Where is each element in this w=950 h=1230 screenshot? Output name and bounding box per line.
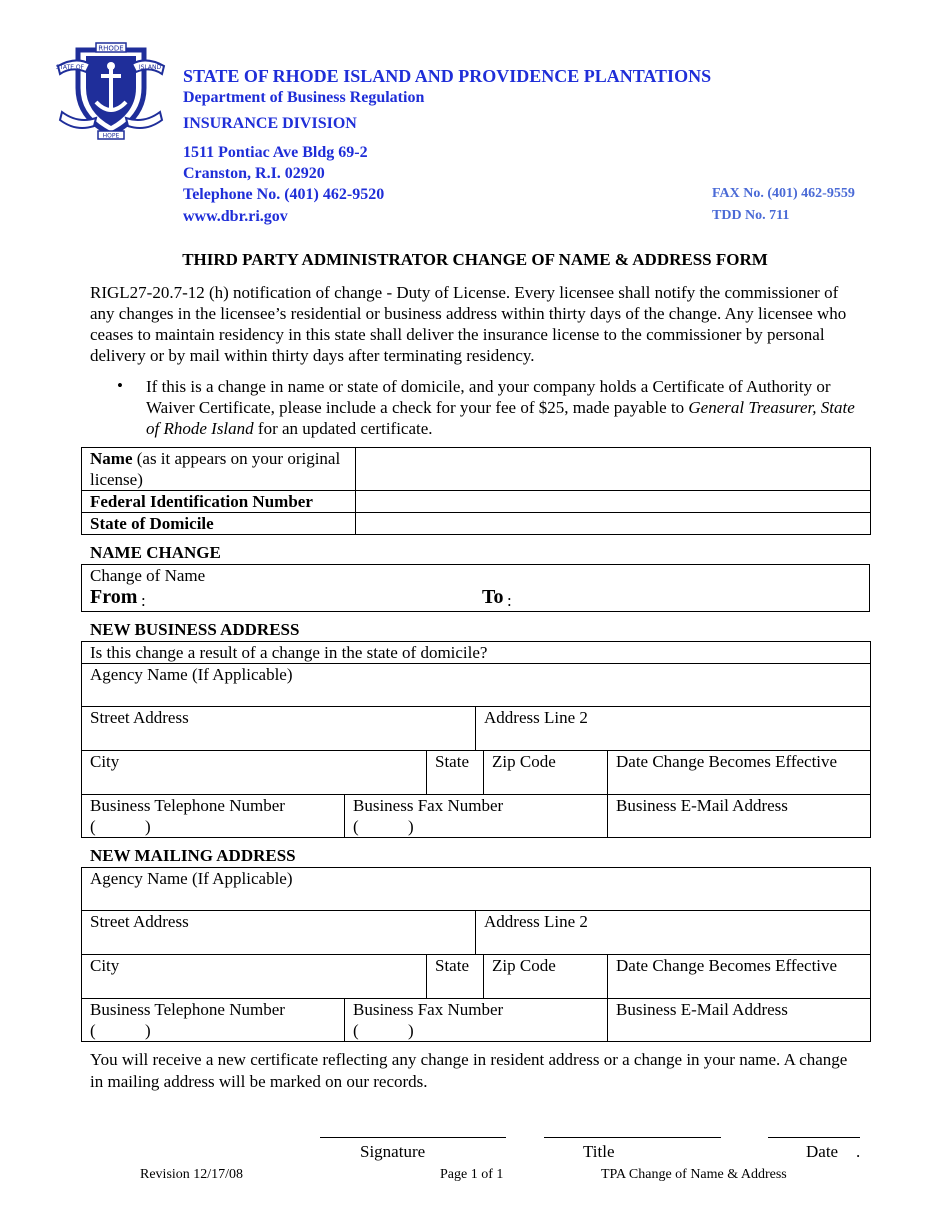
- to-colon: :: [507, 591, 512, 610]
- mailing-agency-label: Agency Name (If Applicable): [90, 869, 293, 888]
- fee-note-part1: If this is a change in name or state of domicile, and your company holds a Certificate of Authority or Waiver Certificate, please include a check for your fee of $25, made payable to: [146, 377, 831, 417]
- name-change-cell[interactable]: [82, 565, 870, 612]
- mailing-email-field[interactable]: [608, 999, 871, 1042]
- business-city-field[interactable]: [82, 751, 427, 795]
- business-street-label: Street Address: [90, 708, 189, 727]
- business-phone-paren-open: (: [90, 817, 96, 836]
- business-address-heading: NEW BUSINESS ADDRESS: [90, 620, 300, 639]
- seal-top-text: RHODE: [98, 44, 124, 53]
- business-agency-name-field[interactable]: [82, 664, 871, 707]
- name-change-table: [81, 564, 870, 612]
- telephone: Telephone No. (401) 462-9520: [183, 186, 385, 203]
- business-city-label: City: [90, 752, 120, 771]
- mailing-phone-paren-open: (: [90, 1021, 96, 1040]
- website-link[interactable]: www.dbr.ri.gov: [183, 208, 288, 225]
- mailing-zip-field[interactable]: [484, 955, 608, 999]
- business-phone-paren-close: ): [145, 817, 151, 836]
- seal-bottom-text: HOPE: [102, 132, 120, 140]
- identity-table: [81, 447, 871, 535]
- fein-label: Federal Identification Number: [90, 492, 313, 511]
- mailing-agency-name-field[interactable]: [82, 868, 871, 911]
- address-line-1: 1511 Pontiac Ave Bldg 69-2: [183, 144, 368, 161]
- mailing-phone-field[interactable]: [82, 999, 345, 1042]
- page-number: Page 1 of 1: [440, 1167, 504, 1182]
- mailing-address-heading: NEW MAILING ADDRESS: [90, 846, 296, 865]
- domicile-field[interactable]: [356, 513, 871, 535]
- change-of-name-label: Change of Name: [90, 566, 206, 585]
- business-effective-date-field[interactable]: [608, 751, 871, 795]
- mailing-state-field[interactable]: [427, 955, 484, 999]
- name-change-heading: NAME CHANGE: [90, 543, 221, 562]
- state-seal-logo: [56, 42, 166, 140]
- business-fax-paren-open: (: [353, 817, 359, 836]
- business-state-label: State: [435, 752, 469, 771]
- mailing-email-label: Business E-Mail Address: [616, 1000, 788, 1019]
- division-name: INSURANCE DIVISION: [183, 115, 357, 132]
- mailing-zip-label: Zip Code: [492, 956, 556, 975]
- fee-note-part2: for an updated certificate.: [253, 419, 433, 438]
- business-state-field[interactable]: [427, 751, 484, 795]
- mailing-fax-paren-open: (: [353, 1021, 359, 1040]
- business-address-table: [81, 641, 871, 838]
- mailing-city-label: City: [90, 956, 120, 975]
- business-phone-field[interactable]: [82, 795, 345, 838]
- certificate-notice: You will receive a new certificate reflecting any change in resident address or a change in your name. A change in mailing address will be marked on our records.: [90, 1050, 848, 1091]
- seal-right-text: ISLAND: [138, 64, 162, 71]
- title-line[interactable]: [544, 1137, 721, 1138]
- business-email-label: Business E-Mail Address: [616, 796, 788, 815]
- mailing-phone-label: Business Telephone Number: [90, 1000, 285, 1019]
- fee-note: [146, 376, 866, 439]
- fee-note-payee: General Treasurer, State of Rhode Island: [146, 398, 855, 438]
- business-fax-paren-close: ): [408, 817, 414, 836]
- revision-date: Revision 12/17/08: [140, 1167, 244, 1182]
- mailing-phone-paren-close: ): [145, 1021, 151, 1040]
- domicile-question: Is this change a result of a change in the state of domicile?: [82, 642, 871, 664]
- business-effective-label: Date Change Becomes Effective: [616, 752, 838, 771]
- business-line2-label: Address Line 2: [484, 708, 588, 727]
- form-title: THIRD PARTY ADMINISTRATOR CHANGE OF NAME & ADDRESS FORM: [182, 250, 768, 269]
- to-label: To: [482, 586, 504, 608]
- fein-field[interactable]: [356, 491, 871, 513]
- name-field[interactable]: [356, 448, 871, 491]
- from-label: From: [90, 586, 138, 608]
- signature-line[interactable]: [320, 1137, 506, 1138]
- date-label: Date: [806, 1142, 839, 1161]
- mailing-city-field[interactable]: [82, 955, 427, 999]
- business-fax-label: Business Fax Number: [353, 796, 504, 815]
- business-zip-field[interactable]: [484, 751, 608, 795]
- name-label-cell: [82, 448, 356, 491]
- business-email-field[interactable]: [608, 795, 871, 838]
- business-street-field[interactable]: [82, 707, 476, 751]
- mailing-fax-label: Business Fax Number: [353, 1000, 504, 1019]
- mailing-fax-paren-close: ): [408, 1021, 414, 1040]
- form-short-name: TPA Change of Name & Address: [601, 1167, 787, 1182]
- mailing-address-table: [81, 867, 871, 1042]
- mailing-fax-field[interactable]: [345, 999, 608, 1042]
- business-fax-field[interactable]: [345, 795, 608, 838]
- mailing-street-label: Street Address: [90, 912, 189, 931]
- date-line[interactable]: [768, 1137, 860, 1138]
- mailing-street-field[interactable]: [82, 911, 476, 955]
- mailing-line2-field[interactable]: [476, 911, 871, 955]
- department-name: Department of Business Regulation: [183, 89, 425, 106]
- bullet-dot-icon: •: [117, 376, 123, 395]
- name-label: Name: [90, 449, 133, 468]
- mailing-state-label: State: [435, 956, 469, 975]
- domicile-label: State of Domicile: [90, 514, 214, 533]
- fax-number: FAX No. (401) 462-9559: [712, 186, 855, 201]
- business-line2-field[interactable]: [476, 707, 871, 751]
- signature-label: Signature: [360, 1142, 426, 1161]
- mailing-effective-date-field[interactable]: [608, 955, 871, 999]
- state-name: STATE OF RHODE ISLAND AND PROVIDENCE PLANTATIONS: [183, 66, 712, 86]
- mailing-effective-label: Date Change Becomes Effective: [616, 956, 838, 975]
- mailing-line2-label: Address Line 2: [484, 912, 588, 931]
- business-phone-label: Business Telephone Number: [90, 796, 285, 815]
- title-label: Title: [583, 1142, 615, 1161]
- seal-left-text: STATE OF: [56, 64, 85, 71]
- from-colon: :: [141, 591, 146, 610]
- tdd-number: TDD No. 711: [712, 208, 790, 223]
- date-period: .: [856, 1142, 861, 1161]
- address-line-2: Cranston, R.I. 02920: [183, 165, 325, 182]
- name-note: (as it appears on your original license): [90, 449, 341, 489]
- business-zip-label: Zip Code: [492, 752, 556, 771]
- business-agency-label: Agency Name (If Applicable): [90, 665, 293, 684]
- intro-paragraph: RIGL27-20.7-12 (h) notification of change - Duty of License. Every licensee shall notify the commissioner of any changes in the licensee’s residential or business address within thirty days of the change. Any licensee who ceases to maintain residency in this state shall deliver the insurance license to the commissioner by personal delivery or by mail within thirty days after terminating residency.: [90, 283, 847, 365]
